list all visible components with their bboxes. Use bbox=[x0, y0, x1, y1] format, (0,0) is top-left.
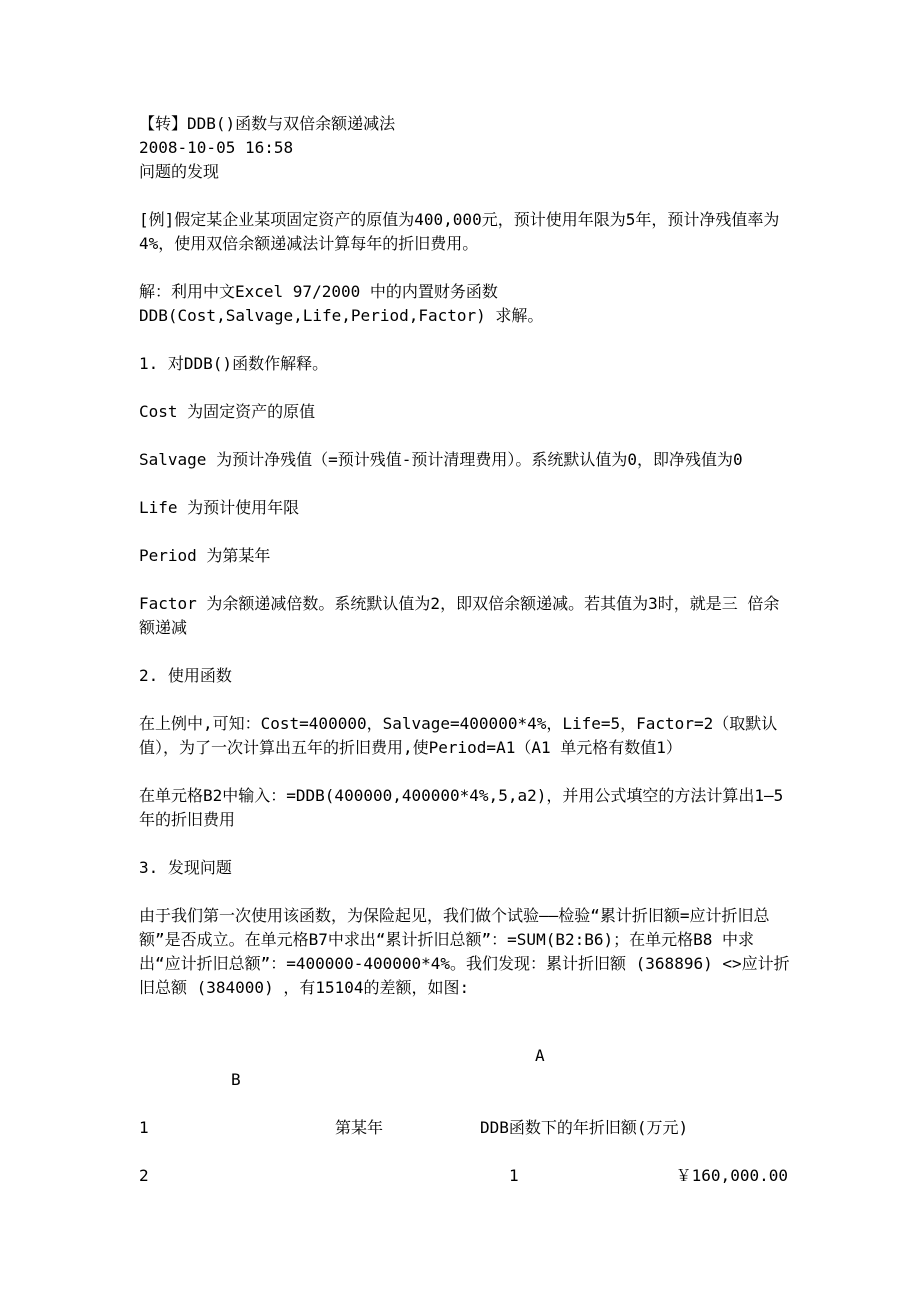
row2-cell-a: 1 bbox=[509, 1166, 519, 1185]
doc-title: 【转】DDB()函数与双倍余额递减法 bbox=[139, 114, 396, 133]
row1-cell-a: 第某年 bbox=[335, 1118, 384, 1137]
section-1-heading: 1. 对DDB()函数作解释。 bbox=[139, 354, 329, 373]
row1-cell-b: DDB函数下的年折旧额(万元) bbox=[480, 1118, 689, 1137]
column-header-a: A bbox=[535, 1046, 545, 1065]
spreadsheet-excerpt bbox=[139, 1044, 791, 1194]
problem-paragraph: 由于我们第一次使用该函数，为保险起见，我们做个试验——检验“累计折旧额=应计折旧总额”是否成立。在单元格B7中求出“累计折旧总额”：=SUM(B2:B6)；在单元格B8 中求出“应计折旧总额”：=400000-400000*4%。我们发现：累计折旧额 (368896) <>应计折旧总额 (384000) ，有15104的差额，如图: bbox=[139, 906, 790, 997]
doc-subtitle: 问题的发现 bbox=[139, 162, 220, 181]
solution-line-2: DDB(Cost,Salvage,Life,Period,Factor) 求解。 bbox=[139, 306, 544, 325]
row-number-2: 2 bbox=[139, 1166, 149, 1185]
column-header-b: B bbox=[231, 1070, 241, 1089]
example-paragraph: [例]假定某企业某项固定资产的原值为400,000元，预计使用年限为5年，预计净残值率为4%，使用双倍余额递减法计算每年的折旧费用。 bbox=[139, 210, 780, 253]
period-paragraph: Period 为第某年 bbox=[139, 546, 271, 565]
doc-datetime: 2008-10-05 16:58 bbox=[139, 138, 294, 157]
usage-paragraph-1: 在上例中,可知：Cost=400000，Salvage=400000*4%，Life=5，Factor=2（取默认值），为了一次计算出五年的折旧费用,使Period=A1（A1 单元格有数值1） bbox=[139, 714, 778, 757]
salvage-paragraph: Salvage 为预计净残值（=预计残值-预计清理费用）。系统默认值为0，即净残值为0 bbox=[139, 450, 743, 469]
row2-cell-b: ￥160,000.00 bbox=[675, 1166, 788, 1185]
factor-paragraph: Factor 为余额递减倍数。系统默认值为2，即双倍余额递减。若其值为3时，就是三 倍余额递减 bbox=[139, 594, 780, 637]
section-3-heading: 3. 发现问题 bbox=[139, 858, 232, 877]
row-number-1: 1 bbox=[139, 1118, 149, 1137]
usage-paragraph-2: 在单元格B2中输入：=DDB(400000,400000*4%,5,a2)，并用公式填空的方法计算出1—5年的折旧费用 bbox=[139, 786, 784, 829]
life-paragraph: Life 为预计使用年限 bbox=[139, 498, 300, 517]
solution-line-1: 解：利用中文Excel 97/2000 中的内置财务函数 bbox=[139, 282, 498, 301]
cost-paragraph: Cost 为固定资产的原值 bbox=[139, 402, 316, 421]
document-body bbox=[139, 112, 791, 1000]
section-2-heading: 2. 使用函数 bbox=[139, 666, 232, 685]
